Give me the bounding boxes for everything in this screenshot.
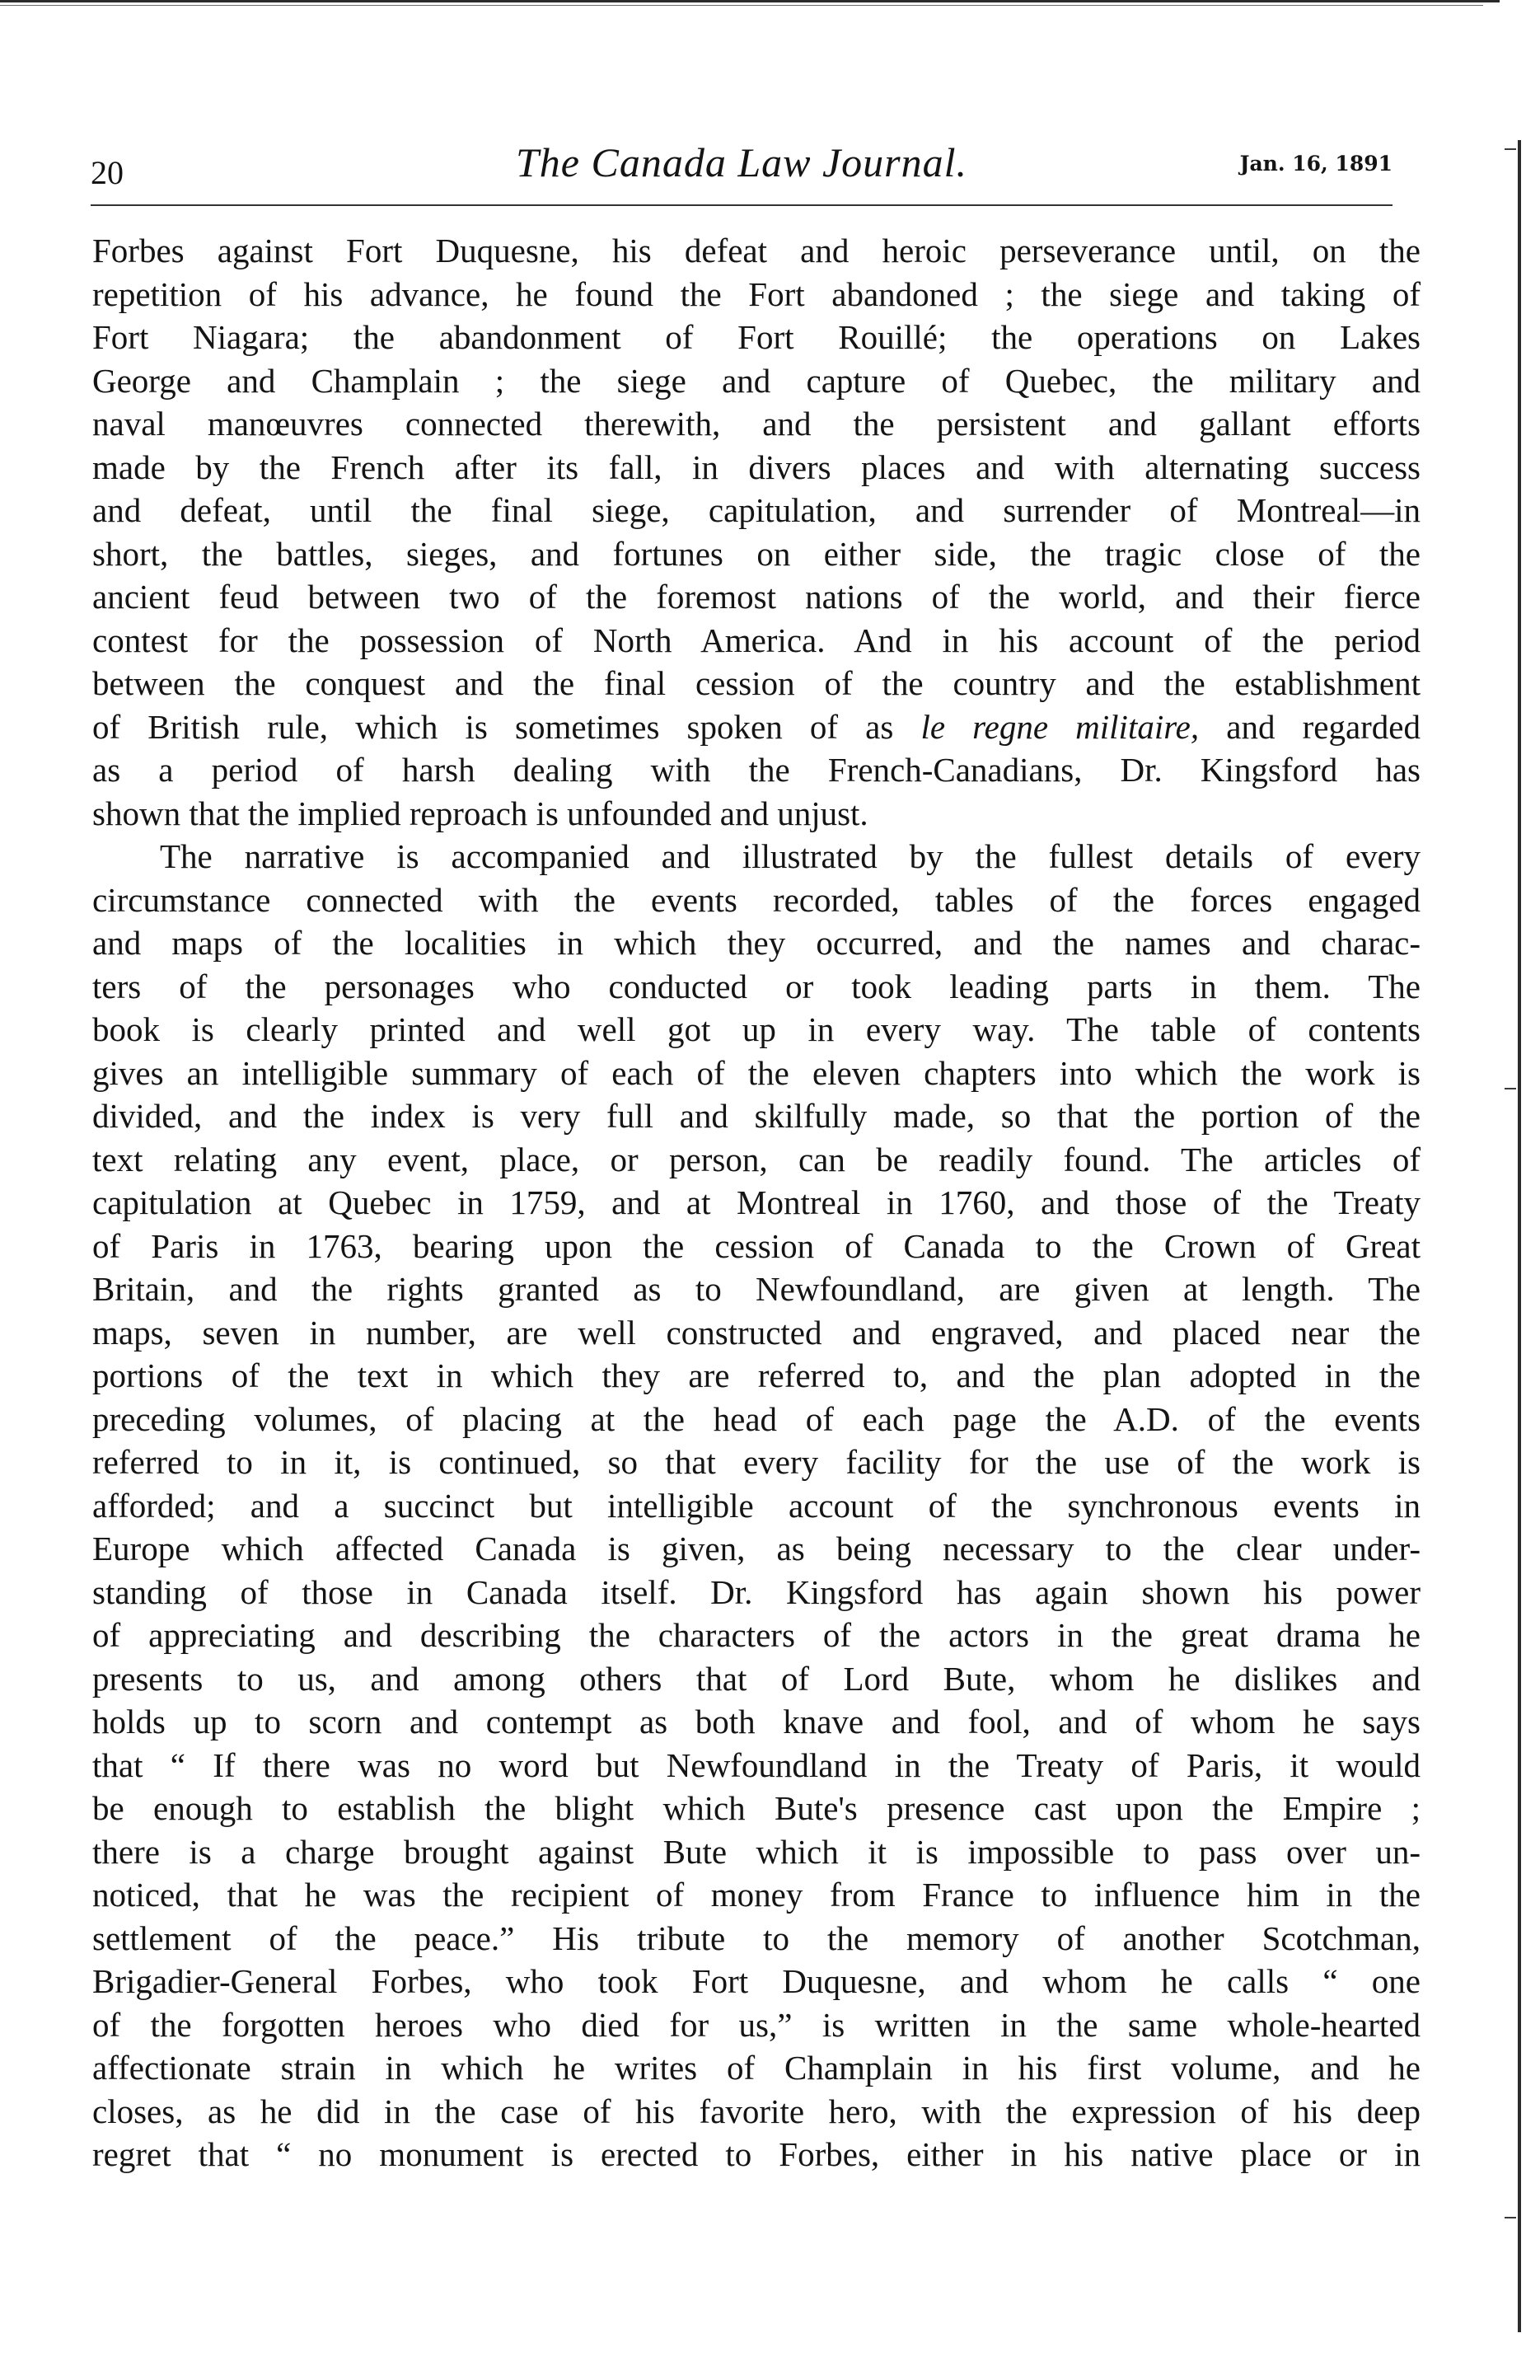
page-edge-shadow bbox=[1518, 140, 1521, 2332]
text-line: Britain, and the rights granted as to Newfoundland, are given at length. The bbox=[92, 1270, 1421, 1308]
text-line: referred to in it, is continued, so that every facility for the use of the work is bbox=[92, 1443, 1421, 1481]
text-line: regret that “ no monument is erected to Forbes, either in his native place or in bbox=[92, 2135, 1421, 2173]
text-line: that “ If there was no word but Newfoundland in the Treaty of Paris, it would bbox=[92, 1745, 1421, 1784]
text-line-with-italic bbox=[92, 705, 1421, 749]
text-line: closes, as he did in the case of his favorite hero, with the expression of his deep bbox=[92, 2092, 1421, 2130]
text-line: shown that the implied reproach is unfounded and unjust. bbox=[92, 794, 868, 832]
italic-phrase: le regne militaire, bbox=[920, 707, 1200, 746]
page-header bbox=[91, 138, 1393, 196]
text-line: short, the battles, sieges, and fortunes on either side, the tragic close of the bbox=[92, 534, 1421, 573]
text-line: book is clearly printed and well got up in every way. The table of contents bbox=[92, 1010, 1421, 1048]
text-line: settlement of the peace.” His tribute to the memory of another Scotchman, bbox=[92, 1919, 1421, 1957]
text-line: of Paris in 1763, bearing upon the cession of Canada to the Crown of Great bbox=[92, 1226, 1421, 1265]
text-line: gives an intelligible summary of each of the eleven chapters into which the work is bbox=[92, 1053, 1421, 1092]
text-line: and defeat, until the final siege, capitulation, and surrender of Montreal—in bbox=[92, 491, 1421, 529]
text-line: portions of the text in which they are referred to, and the plan adopted in the bbox=[92, 1356, 1421, 1394]
text-line: Europe which affected Canada is given, as being necessary to the clear under- bbox=[92, 1530, 1421, 1567]
text-line: of the forgotten heroes who died for us,” is written in the same whole-hearted bbox=[92, 2005, 1421, 2044]
text-line: divided, and the index is very full and skilfully made, so that the portion of the bbox=[92, 1097, 1421, 1135]
text-line: between the conquest and the final cession of the country and the establishment bbox=[92, 664, 1421, 702]
text-line: afforded; and a succinct but intelligible account of the synchronous events in bbox=[92, 1486, 1421, 1525]
text-line: preceding volumes, of placing at the head of each page the A.D. of the events bbox=[92, 1399, 1421, 1438]
text-line: be enough to establish the blight which Bute's presence cast upon the Empire ; bbox=[92, 1789, 1421, 1827]
text-line: noticed, that he was the recipient of money from France to influence him in the bbox=[92, 1876, 1421, 1914]
header-rule bbox=[91, 204, 1393, 206]
text-line: George and Champlain ; the siege and capture of Quebec, the military and bbox=[92, 361, 1421, 400]
text-line: text relating any event, place, or person, can be readily found. The articles of bbox=[92, 1140, 1421, 1178]
text-line: The narrative is accompanied and illustrated by the fullest details of every bbox=[160, 837, 1421, 875]
text-line: repetition of his advance, he found the Fort abandoned ; the siege and taking of bbox=[92, 274, 1421, 313]
text-line: presents to us, and among others that of Lord Bute, whom he dislikes and bbox=[92, 1659, 1421, 1698]
text-line: capitulation at Quebec in 1759, and at Montreal in 1760, and those of the Treaty bbox=[92, 1183, 1421, 1221]
paragraph-2 bbox=[92, 835, 1421, 2176]
text-line: there is a charge brought against Bute which it is impossible to pass over un- bbox=[92, 1832, 1421, 1871]
text-line: as a period of harsh dealing with the French-Canadians, Dr. Kingsford has bbox=[92, 751, 1421, 789]
paragraph-1 bbox=[92, 229, 1421, 835]
text-span: of British rule, which is sometimes spoken of as bbox=[92, 707, 894, 746]
journal-title: The Canada Law Journal. bbox=[515, 139, 968, 185]
text-line: ancient feud between two of the foremost nations of the world, and their fierce bbox=[92, 578, 1421, 616]
text-line: affectionate strain in which he writes of Champlain in his first volume, and he bbox=[92, 2049, 1421, 2087]
edge-tick bbox=[1505, 148, 1516, 150]
text-line: contest for the possession of North America. And in his account of the period bbox=[92, 621, 1421, 659]
text-line: maps, seven in number, are well constructed and engraved, and placed near the bbox=[92, 1313, 1421, 1352]
text-line: Brigadier-General Forbes, who took Fort Duquesne, and whom he calls “ one bbox=[92, 1962, 1421, 2000]
top-border-rule bbox=[0, 0, 1500, 2]
edge-tick bbox=[1505, 2217, 1516, 2218]
text-line: Forbes against Fort Duquesne, his defeat and heroic perseverance until, on the bbox=[92, 232, 1421, 269]
text-line: holds up to scorn and contempt as both knave and fool, and of whom he says bbox=[92, 1703, 1421, 1740]
text-line: of appreciating and describing the characters of the actors in the great drama he bbox=[92, 1616, 1421, 1654]
text-line: naval manœuvres connected therewith, and the persistent and gallant efforts bbox=[92, 405, 1421, 443]
text-line: ters of the personages who conducted or took leading parts in them. The bbox=[92, 967, 1421, 1005]
text-line: made by the French after its fall, in divers places and with alternating success bbox=[92, 447, 1421, 486]
text-line: standing of those in Canada itself. Dr. Kingsford has again shown his power bbox=[92, 1572, 1421, 1611]
issue-date: Jan. 16, 1891 bbox=[1239, 152, 1393, 176]
top-border-rule-thin bbox=[0, 5, 1483, 6]
text-line: Fort Niagara; the abandonment of Fort Rouillé; the operations on Lakes bbox=[92, 318, 1421, 356]
article-body bbox=[92, 229, 1421, 2176]
text-line: and maps of the localities in which they occurred, and the names and charac- bbox=[92, 924, 1421, 962]
page-number: 20 bbox=[91, 154, 124, 191]
text-line: circumstance connected with the events recorded, tables of the forces engaged bbox=[92, 880, 1421, 919]
text-span: and regarded bbox=[1226, 707, 1421, 746]
edge-tick bbox=[1505, 1088, 1516, 1089]
